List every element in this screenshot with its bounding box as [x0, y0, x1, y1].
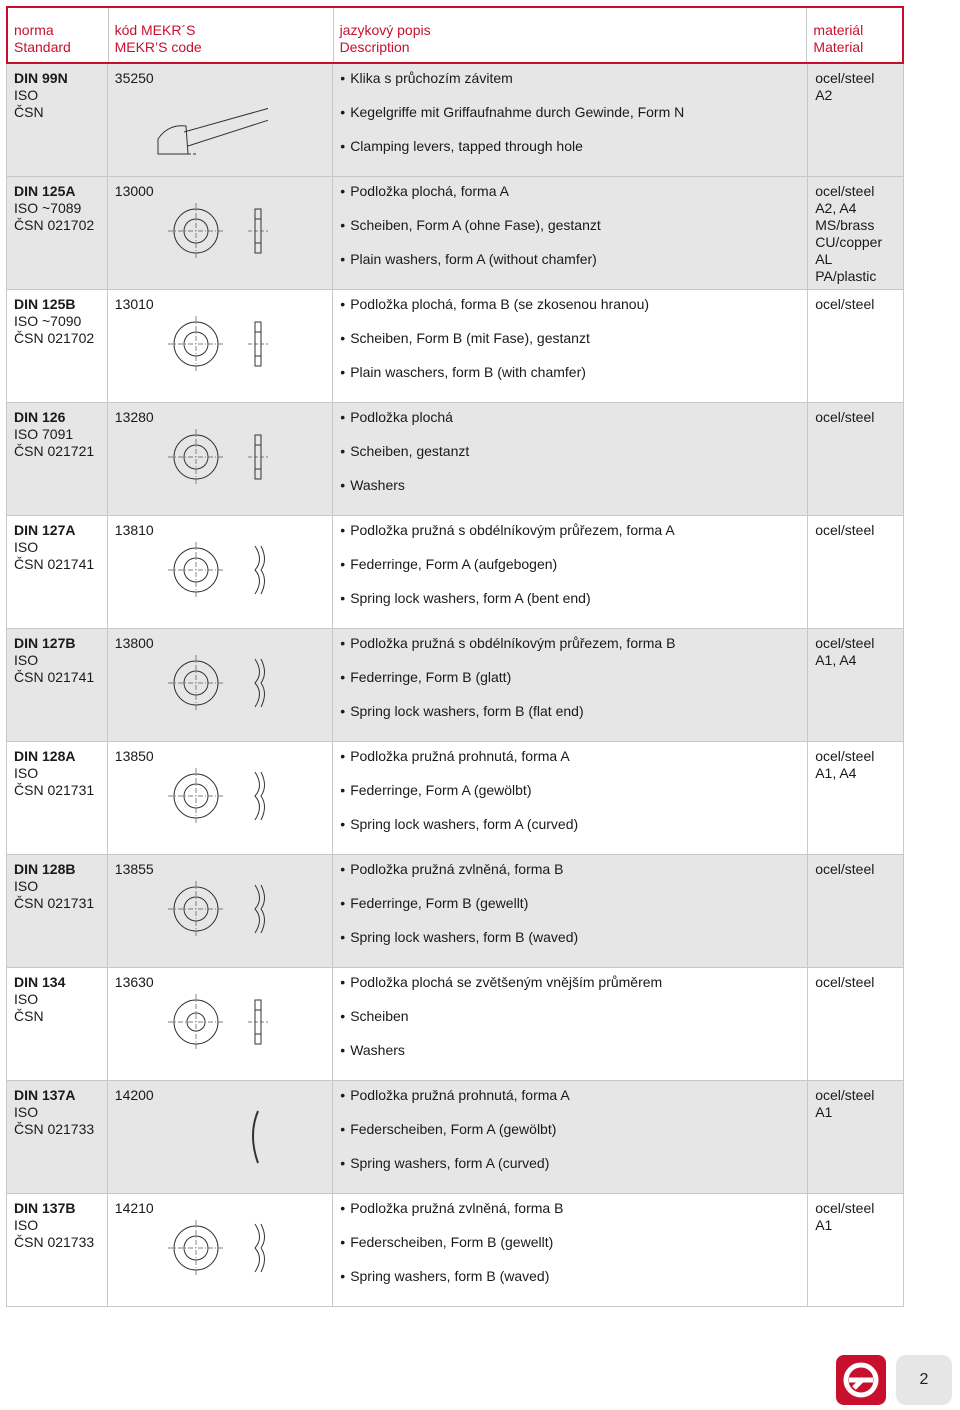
standard-ref: ČSN 021731 — [14, 782, 95, 798]
description-item: • Podložka pružná zvlněná, forma B — [340, 861, 807, 895]
din-standard: DIN 137A — [14, 1087, 76, 1103]
description-item: • Kegelgriffe mit Griffaufnahme durch Gewinde, Form N — [340, 104, 807, 138]
description-item: • Spring washers, form B (waved) — [340, 1268, 807, 1302]
material-value: ocel/steel — [815, 183, 875, 199]
description-item: • Federscheiben, Form B (gewellt) — [340, 1234, 807, 1268]
description-item: • Clamping levers, tapped through hole — [340, 138, 807, 172]
technical-drawing-icon — [166, 201, 286, 275]
standard-ref: ISO — [14, 1217, 39, 1233]
material-value: ocel/steel — [815, 1200, 875, 1216]
mekrs-logo-icon — [836, 1355, 886, 1405]
material-cell — [808, 968, 903, 1080]
din-standard: DIN 128B — [14, 861, 76, 877]
standard-ref: ISO ~7090 — [14, 313, 82, 329]
description-cell — [333, 177, 808, 289]
standard-ref: ISO ~7089 — [14, 200, 82, 216]
description-cell — [333, 855, 808, 967]
description-cell — [333, 968, 808, 1080]
product-code: 13800 — [114, 635, 154, 651]
table-header — [6, 6, 904, 64]
description-cell — [333, 290, 808, 402]
material-value: ocel/steel — [815, 70, 875, 86]
standard-ref: ČSN 021721 — [14, 443, 95, 459]
header-code-cz-label: kód MEKR´S — [114, 22, 196, 38]
footer-badge — [836, 1355, 956, 1405]
technical-drawing-icon — [148, 94, 268, 168]
din-standard: DIN 137B — [14, 1200, 76, 1216]
header-mat-cz-label: materiál — [813, 22, 864, 38]
material-value: ocel/steel — [815, 974, 875, 990]
din-standard: DIN 99N — [14, 70, 68, 86]
din-standard: DIN 128A — [14, 748, 76, 764]
description-item: • Plain waschers, form B (with chamfer) — [340, 364, 807, 398]
standard-cell — [7, 64, 108, 176]
table-row — [6, 968, 904, 1081]
table-row — [6, 403, 904, 516]
description-cell — [333, 516, 808, 628]
description-item: • Podložka pružná s obdélníkovým průřezem, forma A — [340, 522, 807, 556]
description-cell — [333, 64, 808, 176]
material-value: ocel/steel — [815, 296, 875, 312]
standard-ref: ISO 7091 — [14, 426, 74, 442]
din-standard: DIN 125B — [14, 296, 76, 312]
code-cell — [108, 290, 334, 402]
code-cell — [108, 177, 334, 289]
description-item: • Scheiben, Form A (ohne Fase), gestanzt — [340, 217, 807, 251]
description-item: • Podložka plochá se zvětšeným vnějším průměrem — [340, 974, 807, 1008]
technical-drawing-icon — [166, 1105, 286, 1179]
standard-ref: ISO — [14, 1104, 39, 1120]
standard-ref: ČSN — [14, 1008, 44, 1024]
product-code: 14210 — [114, 1200, 154, 1216]
description-cell — [333, 629, 808, 741]
description-cell — [333, 742, 808, 854]
description-item: • Podložka plochá, forma B (se zkosenou hranou) — [340, 296, 807, 330]
product-code: 13850 — [114, 748, 154, 764]
material-cell — [808, 629, 903, 741]
header-mat-en-label: Material — [813, 39, 864, 55]
material-cell — [808, 403, 903, 515]
material-cell — [808, 855, 903, 967]
code-cell — [108, 516, 334, 628]
standard-cell — [7, 968, 108, 1080]
code-cell — [108, 1081, 334, 1193]
material-value: ocel/steel — [815, 409, 875, 425]
technical-drawing-icon — [166, 314, 286, 388]
standard-ref: ISO — [14, 87, 39, 103]
table-row — [6, 1081, 904, 1194]
description-item: • Scheiben, Form B (mit Fase), gestanzt — [340, 330, 807, 364]
product-code: 13000 — [114, 183, 154, 199]
code-cell — [108, 742, 334, 854]
description-item: • Federringe, Form A (gewölbt) — [340, 782, 807, 816]
description-item: • Podložka pružná s obdélníkovým průřezem, forma B — [340, 635, 807, 669]
material-value: PA/plastic — [815, 268, 877, 284]
description-item: • Federringe, Form B (glatt) — [340, 669, 807, 703]
standard-ref: ČSN 021733 — [14, 1234, 95, 1250]
code-cell — [108, 968, 334, 1080]
table-row — [6, 629, 904, 742]
description-item: • Washers — [340, 477, 807, 511]
header-code — [109, 8, 334, 62]
standard-ref: ISO — [14, 991, 39, 1007]
material-value: ocel/steel — [815, 522, 875, 538]
material-value: A1 — [815, 1217, 833, 1233]
din-standard: DIN 134 — [14, 974, 66, 990]
description-item: • Spring lock washers, form A (curved) — [340, 816, 807, 850]
header-desc-en-label: Description — [339, 39, 410, 55]
standard-ref: ČSN 021702 — [14, 330, 95, 346]
standard-ref: ISO — [14, 878, 39, 894]
header-norma-label: norma — [14, 22, 54, 38]
din-standard: DIN 126 — [14, 409, 66, 425]
standard-cell — [7, 290, 108, 402]
material-cell — [808, 290, 903, 402]
table-row — [6, 290, 904, 403]
product-code: 13630 — [114, 974, 154, 990]
standard-ref: ČSN — [14, 104, 44, 120]
header-standard-label: Standard — [14, 39, 71, 55]
code-cell — [108, 403, 334, 515]
standard-cell — [7, 1081, 108, 1193]
code-cell — [108, 64, 334, 176]
standard-ref: ČSN 021731 — [14, 895, 95, 911]
material-cell — [808, 1081, 903, 1193]
description-item: • Scheiben, gestanzt — [340, 443, 807, 477]
description-item: • Podložka plochá — [340, 409, 807, 443]
din-standard: DIN 127B — [14, 635, 76, 651]
material-value: A1 — [815, 1104, 833, 1120]
product-code: 13010 — [114, 296, 154, 312]
technical-drawing-icon — [166, 653, 286, 727]
description-item: • Spring lock washers, form B (waved) — [340, 929, 807, 963]
standard-ref: ISO — [14, 765, 39, 781]
description-item: • Federringe, Form B (gewellt) — [340, 895, 807, 929]
description-cell — [333, 1081, 808, 1193]
standard-cell — [7, 855, 108, 967]
material-value: ocel/steel — [815, 1087, 875, 1103]
header-desc-cz-label: jazykový popis — [339, 22, 431, 38]
code-cell — [108, 855, 334, 967]
standard-ref: ISO — [14, 539, 39, 555]
header-description — [334, 8, 808, 62]
description-item: • Spring lock washers, form B (flat end) — [340, 703, 807, 737]
standard-ref: ISO — [14, 652, 39, 668]
material-cell — [808, 1194, 903, 1306]
material-value: ocel/steel — [815, 748, 875, 764]
description-item: • Podložka pružná prohnutá, forma A — [340, 1087, 807, 1121]
technical-drawing-icon — [166, 540, 286, 614]
technical-drawing-icon — [166, 427, 286, 501]
technical-drawing-icon — [166, 1218, 286, 1292]
material-value: A1, A4 — [815, 652, 857, 668]
description-item: • Federringe, Form A (aufgebogen) — [340, 556, 807, 590]
header-standard — [8, 8, 109, 62]
material-cell — [808, 64, 903, 176]
material-value: A2, A4 — [815, 200, 857, 216]
product-code: 13280 — [114, 409, 154, 425]
table-row — [6, 1194, 904, 1307]
description-item: • Podložka pružná zvlněná, forma B — [340, 1200, 807, 1234]
description-cell — [333, 403, 808, 515]
standard-cell — [7, 629, 108, 741]
technical-drawing-icon — [166, 766, 286, 840]
description-item: • Federscheiben, Form A (gewölbt) — [340, 1121, 807, 1155]
material-cell — [808, 516, 903, 628]
page-number: 2 — [896, 1355, 952, 1405]
code-cell — [108, 629, 334, 741]
technical-drawing-icon — [166, 992, 286, 1066]
product-table — [6, 6, 904, 1307]
material-value: A1, A4 — [815, 765, 857, 781]
description-item: • Washers — [340, 1042, 807, 1076]
description-item: • Plain washers, form A (without chamfer) — [340, 251, 807, 285]
material-value: CU/copper — [815, 234, 883, 250]
table-row — [6, 742, 904, 855]
din-standard: DIN 127A — [14, 522, 76, 538]
standard-ref: ČSN 021702 — [14, 217, 95, 233]
description-item: • Podložka pružná prohnutá, forma A — [340, 748, 807, 782]
description-item: • Spring washers, form A (curved) — [340, 1155, 807, 1189]
material-value: AL — [815, 251, 833, 267]
standard-cell — [7, 403, 108, 515]
table-row — [6, 516, 904, 629]
table-body — [6, 64, 904, 1307]
code-cell — [108, 1194, 334, 1306]
product-code: 35250 — [114, 70, 154, 86]
material-cell — [808, 742, 903, 854]
material-value: MS/brass — [815, 217, 875, 233]
table-row — [6, 64, 904, 177]
standard-ref: ČSN 021741 — [14, 556, 95, 572]
product-code: 13810 — [114, 522, 154, 538]
standard-ref: ČSN 021741 — [14, 669, 95, 685]
standard-cell — [7, 742, 108, 854]
material-value: ocel/steel — [815, 861, 875, 877]
header-material — [807, 8, 902, 62]
material-value: A2 — [815, 87, 833, 103]
product-code: 13855 — [114, 861, 154, 877]
material-value: ocel/steel — [815, 635, 875, 651]
description-item: • Podložka plochá, forma A — [340, 183, 807, 217]
table-row — [6, 855, 904, 968]
description-item: • Spring lock washers, form A (bent end) — [340, 590, 807, 624]
din-standard: DIN 125A — [14, 183, 76, 199]
standard-ref: ČSN 021733 — [14, 1121, 95, 1137]
description-item: • Scheiben — [340, 1008, 807, 1042]
description-item: • Klika s průchozím závitem — [340, 70, 807, 104]
standard-cell — [7, 516, 108, 628]
description-cell — [333, 1194, 808, 1306]
table-row — [6, 177, 904, 290]
standard-cell — [7, 177, 108, 289]
material-cell — [808, 177, 903, 289]
technical-drawing-icon — [166, 879, 286, 953]
product-code: 14200 — [114, 1087, 154, 1103]
standard-cell — [7, 1194, 108, 1306]
header-code-en-label: MEKR’S code — [114, 39, 202, 55]
